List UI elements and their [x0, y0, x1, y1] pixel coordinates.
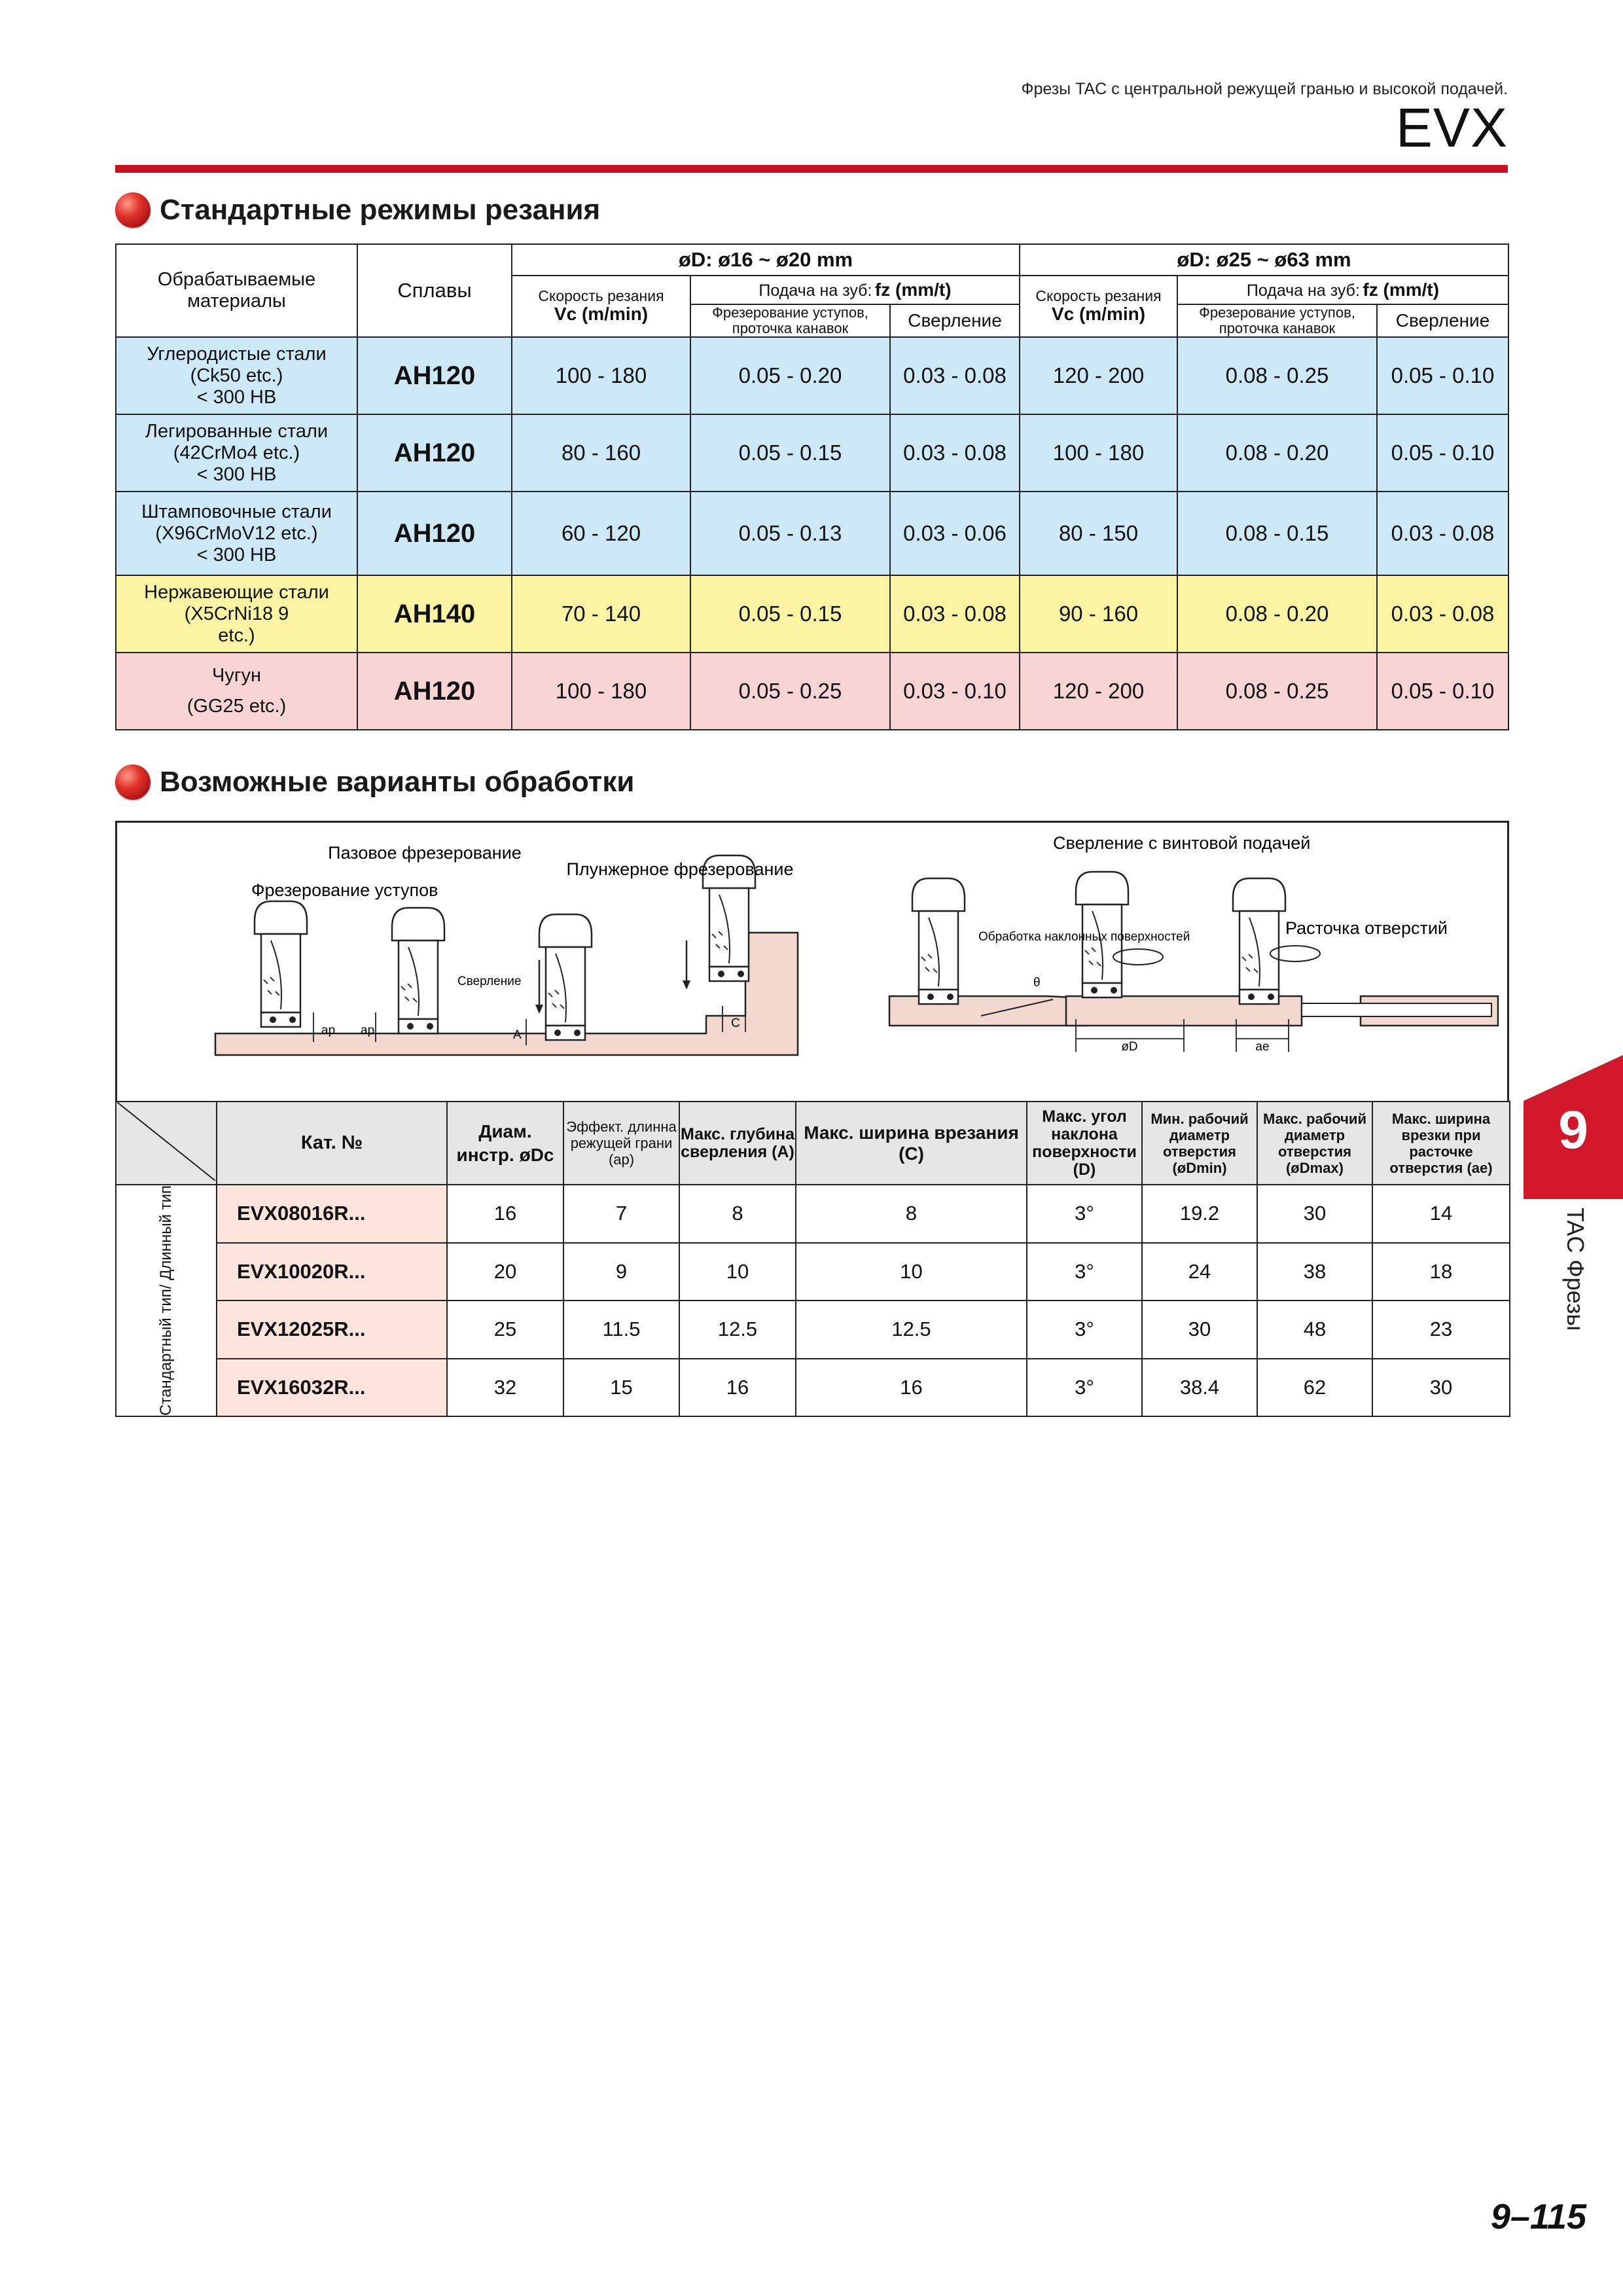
table-row	[116, 492, 1508, 575]
dmin-cell: 30	[1142, 1300, 1257, 1359]
ae-cell: 23	[1372, 1300, 1510, 1359]
feed-drilling-cell: 0.03 - 0.08	[890, 575, 1020, 653]
C-cell: 8	[796, 1185, 1027, 1243]
C-cell: 10	[796, 1243, 1027, 1301]
red-bullet-icon	[115, 764, 151, 800]
dmax-cell: 62	[1257, 1359, 1372, 1417]
header-dc: Диам. инстр. øDc	[447, 1102, 563, 1185]
speed-cell: 120 - 200	[1020, 653, 1177, 730]
label-C: C	[731, 1016, 740, 1030]
dmin-cell: 38.4	[1142, 1359, 1257, 1417]
A-cell: 10	[679, 1243, 796, 1301]
chapter-number: 9	[1558, 1100, 1588, 1160]
applications-diagram	[115, 821, 1509, 1103]
label-plunge	[567, 859, 794, 879]
series-title: EVX	[1395, 97, 1508, 158]
material-cell: Нержавеющие стали (X5CrNi18 9 etc.)	[116, 575, 357, 653]
speed-cell: 70 - 140	[512, 575, 690, 653]
dc-cell: 16	[447, 1185, 563, 1243]
dc-cell: 25	[447, 1300, 563, 1359]
label-A: A	[513, 1028, 522, 1042]
A-cell: 8	[679, 1185, 796, 1243]
section-title-text: Возможные варианты обработки	[160, 766, 635, 798]
header-A: Макс. глубина сверления (A)	[679, 1102, 796, 1185]
speed-cell: 60 - 120	[512, 492, 690, 575]
C-cell: 12.5	[796, 1300, 1027, 1359]
feed-drilling-cell: 0.05 - 0.10	[1377, 414, 1508, 492]
feed-milling-cell: 0.08 - 0.25	[1177, 653, 1377, 730]
ae-cell: 14	[1372, 1185, 1510, 1243]
diagonal-line-icon	[117, 1102, 215, 1181]
application-dimensions-table	[115, 1101, 1510, 1417]
catalog-cell: EVX08016R...	[217, 1185, 447, 1243]
alloy-cell: AH120	[357, 653, 512, 730]
label-slot	[328, 843, 522, 863]
label-ramping: Обработка наклонных поверхностей	[978, 930, 1190, 944]
table-row	[116, 1359, 1510, 1417]
alloy-cell: AH120	[357, 492, 512, 575]
dmin-cell: 19.2	[1142, 1185, 1257, 1243]
dc-cell: 20	[447, 1243, 563, 1301]
ae-cell: 30	[1372, 1359, 1510, 1417]
label-ap-1: ap	[321, 1024, 336, 1037]
feed-drilling-cell: 0.03 - 0.08	[890, 337, 1020, 414]
catalog-cell: EVX16032R...	[217, 1359, 447, 1417]
speed-cell: 90 - 160	[1020, 575, 1177, 653]
label-D: øD	[1121, 1040, 1138, 1054]
catalog-cell: EVX10020R...	[217, 1243, 447, 1301]
header-C: Макс. ширина врезания (C)	[796, 1102, 1027, 1185]
table-row	[116, 337, 1508, 414]
label-ap-2: ap	[361, 1024, 375, 1037]
page-number: 9–115	[1490, 2197, 1586, 2236]
label-theta: θ	[1033, 976, 1041, 990]
feed-milling-cell: 0.08 - 0.15	[1177, 492, 1377, 575]
dmax-cell: 38	[1257, 1243, 1372, 1301]
table-row	[116, 653, 1508, 730]
D-cell: 3°	[1027, 1359, 1142, 1417]
table-row	[116, 1243, 1510, 1301]
feed-milling-cell: 0.08 - 0.20	[1177, 414, 1377, 492]
header-dmax: Макс. рабочий диаметр отверстия (øDmax)	[1257, 1102, 1372, 1185]
dmin-cell: 24	[1142, 1243, 1257, 1301]
feed-drilling-cell: 0.03 - 0.06	[890, 492, 1020, 575]
ap-cell: 9	[563, 1243, 679, 1301]
alloy-cell: AH120	[357, 414, 512, 492]
table-row	[116, 1185, 1510, 1243]
label-slot-text: Пазовое фрезерование	[328, 843, 522, 863]
feed-drilling-cell: 0.03 - 0.10	[890, 653, 1020, 730]
table-row	[116, 575, 1508, 653]
header-feed-drilling-1: Сверление	[890, 304, 1020, 337]
material-cell: Чугун (GG25 etc.)	[116, 653, 357, 730]
header-divider	[115, 165, 1508, 173]
alloy-cell: AH140	[357, 575, 512, 653]
feed-drilling-cell: 0.03 - 0.08	[890, 414, 1020, 492]
feed-drilling-cell: 0.03 - 0.08	[1377, 492, 1508, 575]
feed-milling-cell: 0.08 - 0.25	[1177, 337, 1377, 414]
speed-cell: 100 - 180	[1020, 414, 1177, 492]
label-shoulder: Фрезерование уступов	[251, 880, 438, 900]
alloy-cell: AH120	[357, 337, 512, 414]
feed-milling-cell: 0.08 - 0.20	[1177, 575, 1377, 653]
header-feed-milling-2: Фрезерование уступов, проточка канавок	[1177, 304, 1377, 337]
cutting-conditions-table	[115, 243, 1509, 730]
header-catalog-no: Кат. №	[217, 1102, 447, 1185]
feed-milling-cell: 0.05 - 0.25	[690, 653, 890, 730]
header-feed-drilling-2: Сверление	[1377, 304, 1508, 337]
header-dmin: Мин. рабочий диаметр отверстия (øDmin)	[1142, 1102, 1257, 1185]
speed-cell: 100 - 180	[512, 653, 690, 730]
material-cell: Углеродистые стали (Ck50 etc.) < 300 HB	[116, 337, 357, 414]
ae-cell: 18	[1372, 1243, 1510, 1301]
label-boring: Расточка отверстий	[1285, 918, 1448, 938]
dmax-cell: 48	[1257, 1300, 1372, 1359]
label-ae: ae	[1255, 1040, 1270, 1054]
section-title-applications	[115, 764, 634, 800]
header-group-16-20: øD: ø16 ~ ø20 mm	[512, 244, 1020, 276]
feed-drilling-cell: 0.03 - 0.08	[1377, 575, 1508, 653]
header-speed-2: Скорость резания Vc (m/min)	[1020, 276, 1177, 337]
header-feed-2: Подача на зуб: fz (mm/t)	[1177, 276, 1508, 304]
section-title-cutting-conditions	[115, 192, 600, 228]
header-ap: Эффект. длинна режущей грани (ap)	[563, 1102, 679, 1185]
ap-cell: 7	[563, 1185, 679, 1243]
feed-drilling-cell: 0.05 - 0.10	[1377, 337, 1508, 414]
speed-cell: 80 - 150	[1020, 492, 1177, 575]
feed-milling-cell: 0.05 - 0.15	[690, 575, 890, 653]
feed-milling-cell: 0.05 - 0.20	[690, 337, 890, 414]
material-cell: Легированные стали (42CrMo4 etc.) < 300 HB	[116, 414, 357, 492]
feed-milling-cell: 0.05 - 0.13	[690, 492, 890, 575]
row-group-label: Стандартный тип/ Длинный тип	[116, 1185, 217, 1416]
label-helical: Сверление с винтовой подачей	[1053, 833, 1311, 853]
feed-drilling-cell: 0.05 - 0.10	[1377, 653, 1508, 730]
dc-cell: 32	[447, 1359, 563, 1417]
speed-cell: 120 - 200	[1020, 337, 1177, 414]
A-cell: 12.5	[679, 1300, 796, 1359]
header-material: Обрабатываемые материалы	[116, 244, 357, 337]
header-ae: Макс. ширина врезки при расточке отверстия (ae)	[1372, 1102, 1510, 1185]
speed-cell: 80 - 160	[512, 414, 690, 492]
speed-cell: 100 - 180	[512, 337, 690, 414]
C-cell: 16	[796, 1359, 1027, 1417]
table-row	[116, 1300, 1510, 1359]
ap-cell: 15	[563, 1359, 679, 1417]
applications-illustration	[117, 823, 1507, 1103]
section-title-text: Стандартные режимы резания	[160, 194, 601, 226]
catalog-cell: EVX12025R...	[217, 1300, 447, 1359]
ap-cell: 11.5	[563, 1300, 679, 1359]
feed-milling-cell: 0.05 - 0.15	[690, 414, 890, 492]
chapter-label: TAC Фрезы	[1562, 1208, 1589, 1331]
D-cell: 3°	[1027, 1185, 1142, 1243]
A-cell: 16	[679, 1359, 796, 1417]
header-group-25-63: øD: ø25 ~ ø63 mm	[1020, 244, 1508, 276]
header-feed-milling-1: Фрезерование уступов, проточка канавок	[690, 304, 890, 337]
header-alloy: Сплавы	[357, 244, 512, 337]
label-plunge-text: Плунжерное фрезерование	[566, 859, 794, 879]
label-drilling: Сверление	[457, 975, 522, 988]
red-bullet-icon	[115, 192, 151, 228]
D-cell: 3°	[1027, 1243, 1142, 1301]
header-D: Макс. угол наклона поверхности (D)	[1027, 1102, 1142, 1185]
table-row	[116, 414, 1508, 492]
header-subtitle: Фрезы TAC с центральной режущей гранью и высокой подачей.	[1021, 80, 1508, 98]
dmax-cell: 30	[1257, 1185, 1372, 1243]
material-cell: Штамповочные стали (X96CrMoV12 etc.) < 300 HB	[116, 492, 357, 575]
header-speed-1: Скорость резания Vc (m/min)	[512, 276, 690, 337]
corner-cell	[116, 1102, 217, 1185]
header-feed-1: Подача на зуб: fz (mm/t)	[690, 276, 1020, 304]
D-cell: 3°	[1027, 1300, 1142, 1359]
